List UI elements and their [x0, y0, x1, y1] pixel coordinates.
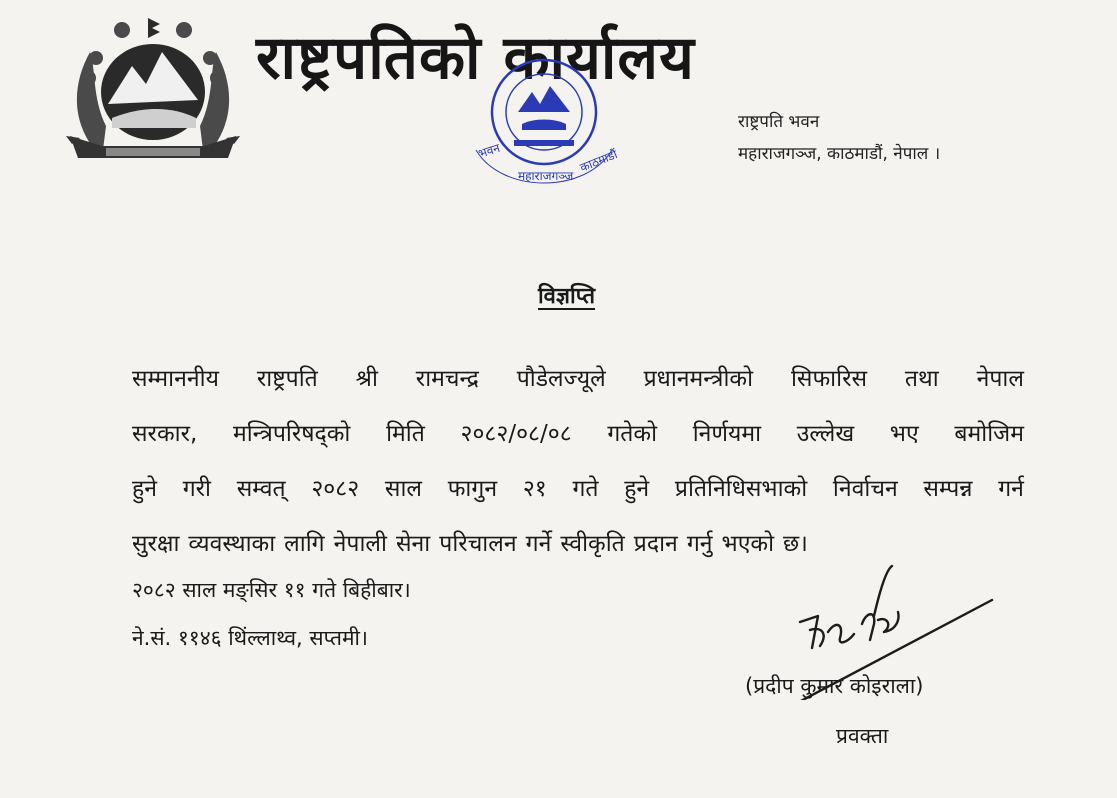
- word: सेना: [395, 531, 431, 557]
- word: गर्ने: [525, 531, 552, 557]
- address-line-2: महाराजगञ्ज, काठमाडौं, नेपाल ।: [738, 144, 941, 164]
- word: हुने: [624, 476, 650, 502]
- body-line-1: [132, 352, 1024, 407]
- word: लागि: [284, 531, 325, 557]
- word: मिति: [386, 421, 425, 447]
- signatory-name: (प्रदीप कुमार कोइराला): [745, 674, 924, 698]
- word: साल: [384, 476, 422, 502]
- word: बमोजिम: [954, 421, 1024, 447]
- notice-body: [132, 352, 1024, 572]
- word: श्री: [355, 366, 378, 392]
- word: सम्पन्न: [923, 476, 973, 502]
- word: २१: [522, 476, 547, 502]
- word: सरकार,: [132, 421, 198, 447]
- word: गते: [572, 476, 599, 502]
- word: मन्त्रिपरिषद्को: [232, 421, 351, 447]
- date-block: [132, 566, 411, 662]
- word: गतेको: [607, 421, 658, 447]
- word: तथा: [904, 366, 939, 392]
- address-line-1: राष्ट्रपति भवन: [738, 112, 820, 132]
- office-seal-icon: [462, 54, 632, 194]
- word: भएको: [721, 531, 775, 557]
- word: पौडेलज्यूले: [516, 366, 606, 392]
- nepal-emblem-icon: [62, 8, 244, 168]
- word: निर्णयमा: [692, 421, 762, 447]
- date-nepal-sambat: ने.सं. ११४६ थिंल्लाथ्व, सप्तमी।: [132, 626, 368, 650]
- word: रामचन्द्र: [415, 366, 479, 392]
- word: २०८२: [311, 476, 360, 502]
- word: भए: [889, 421, 919, 447]
- word: प्रतिनिधिसभाको: [674, 476, 808, 502]
- word: हुने: [132, 476, 157, 502]
- word: छ।: [783, 531, 808, 557]
- signatory-role: प्रवक्ता: [836, 724, 889, 748]
- office-address: [738, 106, 940, 170]
- word: नेपाल: [976, 366, 1024, 392]
- body-line-3: [132, 462, 1024, 517]
- svg-text:काठमाडौं: काठमाडौं: [577, 147, 620, 175]
- word: सम्वत्: [236, 476, 286, 502]
- word: प्रदान: [633, 531, 678, 557]
- word: निर्वाचन: [832, 476, 898, 502]
- word: उल्लेख: [796, 421, 855, 447]
- date-bs: २०८२ साल मङ्सिर ११ गते बिहीबार।: [132, 578, 411, 602]
- word: नेपाली: [333, 531, 387, 557]
- svg-text:महाराजगञ्ज: महाराजगञ्ज: [518, 169, 574, 183]
- word: राष्ट्रपति: [256, 366, 318, 392]
- office-title: राष्ट्रपतिको कार्यालय: [256, 23, 695, 93]
- word: गर्न: [998, 476, 1024, 502]
- word: स्वीकृति: [560, 531, 625, 557]
- word: व्यवस्थाका: [188, 531, 276, 557]
- body-line-2: [132, 407, 1024, 462]
- word: २०८२/०८/०८: [460, 421, 572, 447]
- notice-heading: [0, 280, 1117, 310]
- word: सम्माननीय: [132, 366, 219, 392]
- word: फागुन: [447, 476, 498, 502]
- word: प्रधानमन्त्रीको: [643, 366, 754, 392]
- notice-heading-text: विज्ञप्ति: [537, 284, 596, 309]
- word: परिचालन: [439, 531, 517, 557]
- word: गरी: [182, 476, 212, 502]
- word: गर्नु: [686, 531, 713, 557]
- word: सुरक्षा: [132, 531, 180, 557]
- word: सिफारिस: [790, 366, 868, 392]
- svg-text:भवन: भवन: [476, 140, 502, 161]
